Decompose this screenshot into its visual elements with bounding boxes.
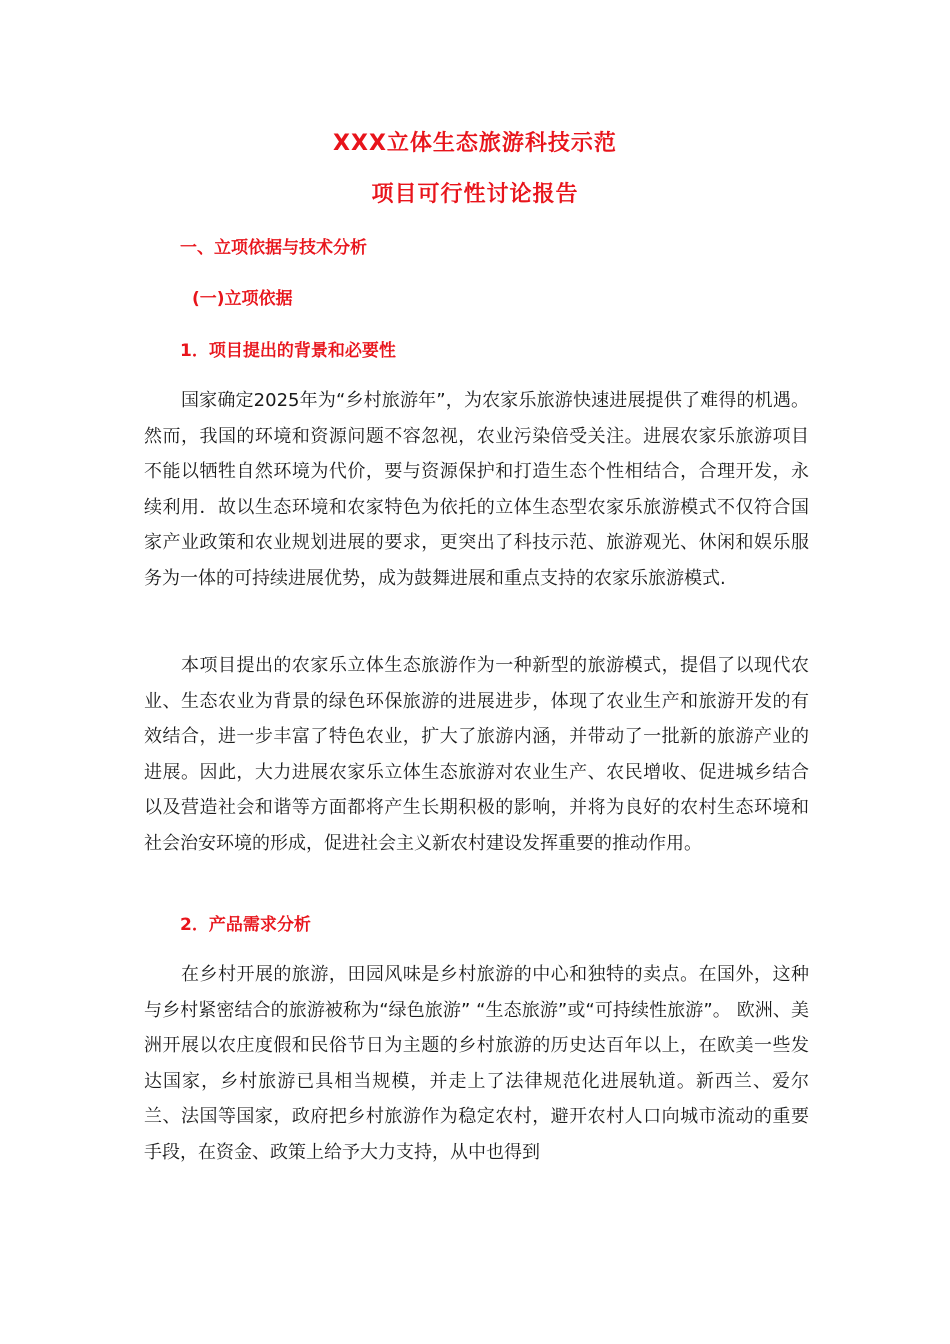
item-heading-demand-analysis: 2．产品需求分析 (180, 915, 311, 935)
paragraph-demand-analysis: 在乡村开展的旅游，田园风味是乡村旅游的中心和独特的卖点。在国外，这种与乡村紧密结合的旅游被称为“绿色旅游” “生态旅游”或“可持续性旅游”。 欧洲、美洲开展以农庄度假和民俗节日为主题的乡村旅游的历史达百年以上，在欧美一些发达国家，乡村旅游已具相当规模，并走上了法律规范化进展轨道。新西兰、爱尔兰、法国等国家，政府把乡村旅游作为稳定农村，避开农村人口向城市流动的重要手段，在资金、政策上给予大力支持，从中也得到 (144, 964, 809, 1163)
paragraph-background-1: 国家确定2025年为“乡村旅游年”，为农家乐旅游快速进展提供了难得的机遇。然而，我国的环境和资源问题不容忽视，农业污染倍受关注。进展农家乐旅游项目不能以牺牲自然环境为代价，要与资源保护和打造生态个性相结合，合理开发，永续利用．故以生态环境和农家特色为依托的立体生态型农家乐旅游模式不仅符合国家产业政策和农业规划进展的要求，更突出了科技示范、旅游观光、休闲和娱乐服务为一体的可持续进展优势，成为鼓舞进展和重点支持的农家乐旅游模式. (144, 390, 809, 589)
section-heading-basis-and-analysis: 一、立项依据与技术分析 (180, 238, 367, 258)
document-title-line-2: 项目可行性讨论报告 (371, 182, 579, 207)
item-heading-background: 1．项目提出的背景和必要性 (180, 341, 396, 361)
document-title-line-1: XXX立体生态旅游科技示范 (333, 131, 617, 156)
paragraph-background-2: 本项目提出的农家乐立体生态旅游作为一种新型的旅游模式，提倡了以现代农业、生态农业为背景的绿色环保旅游的进展进步，体现了农业生产和旅游开发的有效结合，进一步丰富了特色农业，扩大了旅游内涵，并带动了一批新的旅游产业的进展。因此，大力进展农家乐立体生态旅游对农业生产、农民增收、促进城乡结合以及营造社会和谐等方面都将产生长期积极的影响，并将为良好的农村生态环境和社会治安环境的形成，促进社会主义新农村建设发挥重要的推动作用。 (144, 655, 809, 854)
subsection-heading-basis: (一)立项依据 (192, 289, 293, 309)
